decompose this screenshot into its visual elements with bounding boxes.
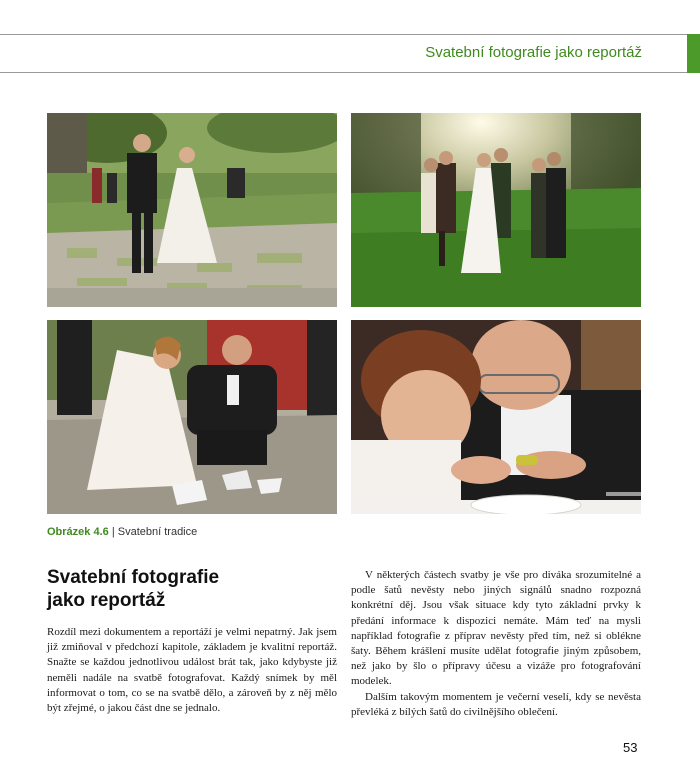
section-heading-line-2: jako reportáž: [47, 590, 166, 611]
text-column-right: [351, 568, 641, 720]
figure-caption: [47, 526, 197, 538]
chapter-color-tab: [687, 34, 700, 73]
figure-label: Obrázek 4.6: [47, 526, 109, 538]
header-rule-bottom: [0, 72, 687, 73]
header-rule-top: [0, 34, 687, 35]
section-heading: [47, 566, 307, 612]
body-paragraph: Dalším takovým momentem je večerní veselí, kdy se nevěsta převléká z bílých šatů do civilnějšího oblečení.: [351, 690, 641, 718]
photo-couples-kissing: [351, 113, 641, 307]
section-heading-line-1: Svatební fotografie: [47, 567, 220, 588]
running-header-title: Svatební fotografie jako reportáž: [425, 44, 642, 61]
photo-broken-plate: [47, 320, 337, 514]
body-paragraph: Rozdíl mezi dokumentem a reportáží je velmi nepatrný. Jak jsem již zmiňoval v předchozí kapitole, základem je kvalitní reportáž. Snažte se každou jednotlivou událost brát tak, jako kdybyste již neměli nadále na svatbě fotografovat. Každý snímek by měl informovat o tom, co se na svatbě dělo, a zároveň by z něj mělo být zřejmé, o jakou část dne se jednalo.: [47, 626, 337, 715]
page-number: 53: [623, 740, 638, 755]
photo-couple-walking: [47, 113, 337, 307]
photo-eating-soup: [351, 320, 641, 514]
body-paragraph: V některých částech svatby je vše pro diváka srozumitelné a podle šatů nevěsty nebo jiných signálů snadno rozpozná konkrétní děj. Jsou však situace kdy tyto základní prvky k předání informace k dispozici nemáte. Mám teď na mysli například fotografie z příprav nevěsty před tím, než si oblékne šaty. Během krášlení musíte udělat fotografie jiným způsobem, než jako by šlo o přípravy účesu a vizáže pro fotografování modelek.: [351, 569, 641, 688]
figure-caption-text: Svatební tradice: [117, 526, 198, 538]
caption-separator: |: [108, 526, 118, 538]
text-column-left: [47, 625, 337, 716]
